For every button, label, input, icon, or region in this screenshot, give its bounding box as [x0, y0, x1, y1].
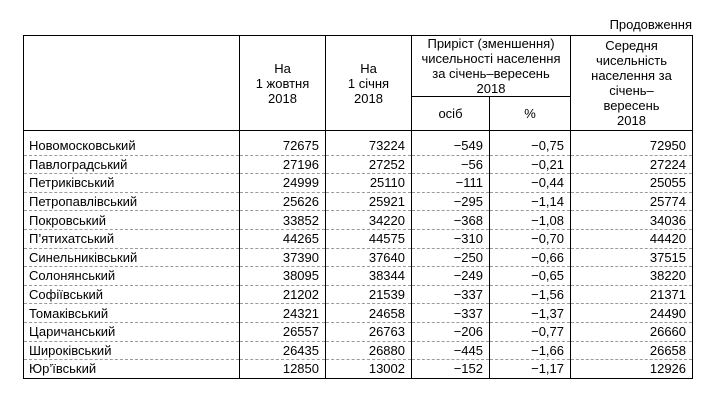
cell-oct: 26557: [240, 322, 326, 341]
cell-average: 38220: [571, 267, 693, 286]
table-row: [24, 155, 693, 174]
cell-region: Царичанський: [24, 322, 240, 341]
table-row: [24, 322, 693, 341]
cell-average: 21371: [571, 285, 693, 304]
cell-persons: −368: [412, 211, 490, 230]
cell-oct: 72675: [240, 137, 326, 155]
cell-oct: 25626: [240, 192, 326, 211]
cell-jan: 25921: [326, 192, 412, 211]
cell-region: Томаківський: [24, 304, 240, 323]
cell-persons: −206: [412, 322, 490, 341]
cell-oct: 24999: [240, 174, 326, 193]
cell-average: 26658: [571, 341, 693, 360]
header-percent: %: [490, 97, 571, 131]
cell-persons: −445: [412, 341, 490, 360]
cell-jan: 37640: [326, 248, 412, 267]
cell-jan: 26880: [326, 341, 412, 360]
cell-oct: 44265: [240, 229, 326, 248]
cell-jan: 13002: [326, 360, 412, 379]
cell-percent: −0,44: [490, 174, 571, 193]
table-row: [24, 360, 693, 379]
cell-region: Петропавлівський: [24, 192, 240, 211]
cell-region: Софіївський: [24, 285, 240, 304]
table-row: [24, 211, 693, 230]
cell-persons: −295: [412, 192, 490, 211]
cell-percent: −1,17: [490, 360, 571, 379]
cell-average: 25774: [571, 192, 693, 211]
cell-average: 25055: [571, 174, 693, 193]
cell-region: Широківський: [24, 341, 240, 360]
cell-region: Покровський: [24, 211, 240, 230]
cell-oct: 21202: [240, 285, 326, 304]
cell-percent: −0,70: [490, 229, 571, 248]
header-oct: [240, 36, 326, 131]
table-row: [24, 137, 693, 155]
cell-persons: −337: [412, 285, 490, 304]
cell-oct: 38095: [240, 267, 326, 286]
cell-jan: 34220: [326, 211, 412, 230]
cell-persons: −250: [412, 248, 490, 267]
cell-percent: −0,66: [490, 248, 571, 267]
cell-persons: −249: [412, 267, 490, 286]
cell-oct: 27196: [240, 155, 326, 174]
cell-oct: 12850: [240, 360, 326, 379]
header-average: [571, 36, 693, 131]
cell-average: 44420: [571, 229, 693, 248]
table-row: [24, 248, 693, 267]
cell-region: Новомосковський: [24, 137, 240, 155]
cell-region: Павлоградський: [24, 155, 240, 174]
cell-region: Солонянський: [24, 267, 240, 286]
cell-jan: 25110: [326, 174, 412, 193]
cell-average: 72950: [571, 137, 693, 155]
cell-jan: 24658: [326, 304, 412, 323]
continuation-label: Продовження: [609, 17, 692, 32]
cell-oct: 37390: [240, 248, 326, 267]
cell-persons: −152: [412, 360, 490, 379]
cell-persons: −549: [412, 137, 490, 155]
header-jan: [326, 36, 412, 131]
cell-jan: 44575: [326, 229, 412, 248]
cell-percent: −1,37: [490, 304, 571, 323]
cell-percent: −0,75: [490, 137, 571, 155]
cell-jan: 73224: [326, 137, 412, 155]
header-growth: [412, 36, 571, 97]
cell-persons: −56: [412, 155, 490, 174]
table-row: [24, 174, 693, 193]
cell-percent: −1,56: [490, 285, 571, 304]
cell-average: 12926: [571, 360, 693, 379]
header-persons: осіб: [412, 97, 490, 131]
header-region: [24, 36, 240, 131]
population-table: [23, 35, 693, 379]
table-row: [24, 192, 693, 211]
cell-percent: −1,08: [490, 211, 571, 230]
cell-average: 37515: [571, 248, 693, 267]
cell-oct: 33852: [240, 211, 326, 230]
cell-average: 26660: [571, 322, 693, 341]
table-body: [24, 131, 693, 379]
header-average-text: Середня чисельність населення за січень– вересень 2018: [591, 38, 672, 128]
cell-percent: −1,66: [490, 341, 571, 360]
cell-average: 34036: [571, 211, 693, 230]
table-row: [24, 304, 693, 323]
table-row: [24, 341, 693, 360]
cell-percent: −0,65: [490, 267, 571, 286]
cell-region: П’ятихатський: [24, 229, 240, 248]
table-row: [24, 229, 693, 248]
cell-average: 24490: [571, 304, 693, 323]
cell-region: Юр’ївський: [24, 360, 240, 379]
header-jan-text: На 1 січня 2018: [347, 60, 390, 106]
cell-oct: 24321: [240, 304, 326, 323]
table-row: [24, 267, 693, 286]
cell-persons: −337: [412, 304, 490, 323]
cell-region: Петриківський: [24, 174, 240, 193]
cell-persons: −310: [412, 229, 490, 248]
cell-percent: −0,77: [490, 322, 571, 341]
cell-percent: −1,14: [490, 192, 571, 211]
header-growth-text: Приріст (зменшення) чисельності населення за січень–вересень 2018: [421, 36, 561, 96]
cell-region: Синельниківський: [24, 248, 240, 267]
cell-average: 27224: [571, 155, 693, 174]
cell-persons: −111: [412, 174, 490, 193]
cell-jan: 21539: [326, 285, 412, 304]
cell-oct: 26435: [240, 341, 326, 360]
header-oct-text: На 1 жовтня 2018: [255, 60, 310, 106]
cell-jan: 27252: [326, 155, 412, 174]
cell-jan: 26763: [326, 322, 412, 341]
cell-jan: 38344: [326, 267, 412, 286]
cell-percent: −0,21: [490, 155, 571, 174]
table-row: [24, 285, 693, 304]
